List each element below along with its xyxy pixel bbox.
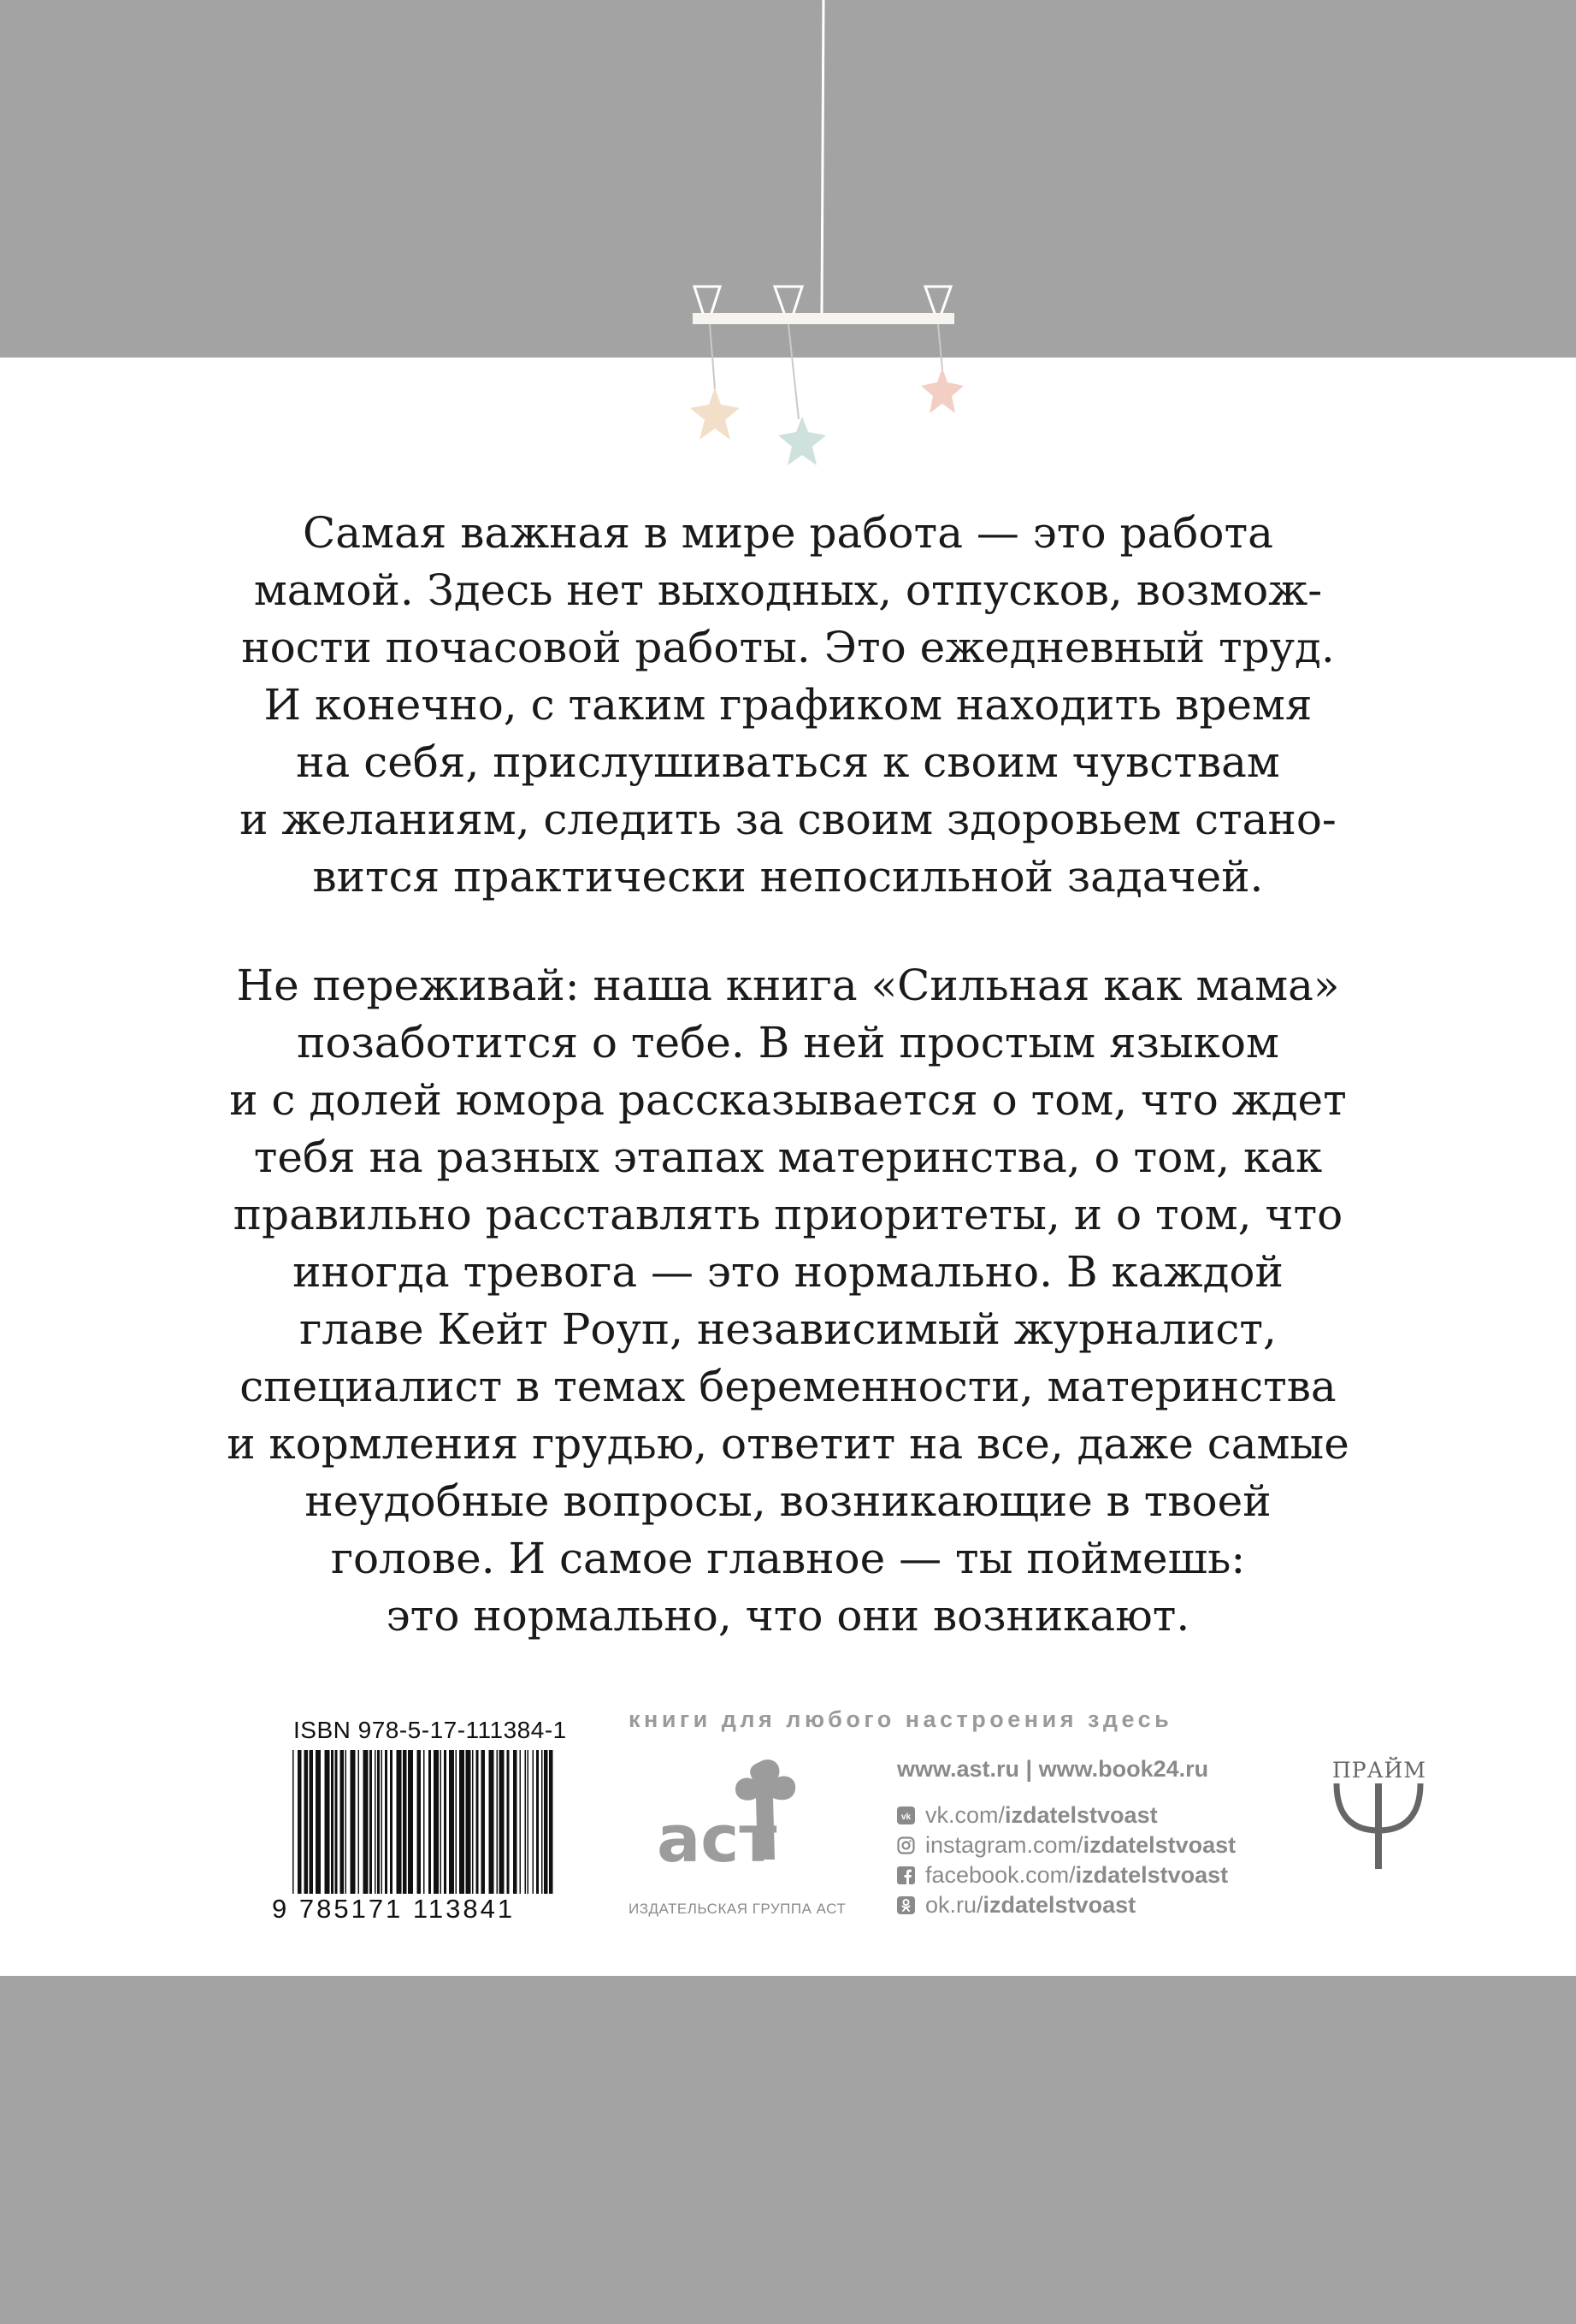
barcode-bar: [369, 1750, 372, 1902]
ast-logo-text: аст: [657, 1801, 777, 1877]
barcode-bar: [434, 1750, 439, 1902]
barcode-bar: [476, 1750, 479, 1902]
barcode-bar: [481, 1750, 486, 1902]
barcode-digits: 9 785171 113841: [272, 1894, 571, 1925]
barcode-bar: [351, 1750, 356, 1902]
barcode-bar: [507, 1750, 510, 1902]
social-link-prefix: ok.ru/: [925, 1892, 983, 1918]
barcode-bar: [403, 1750, 407, 1902]
blurb-line: И конечно, с таким графиком находить время: [263, 680, 1313, 730]
barcode-bar: [449, 1750, 454, 1902]
blurb-line: мамой. Здесь нет выходных, отпусков, возмож-: [253, 565, 1323, 615]
barcode-bar: [325, 1750, 330, 1902]
baby-mobile-illustration: [0, 0, 1576, 513]
mobile-hanging-string: [822, 0, 823, 313]
barcode-bar: [528, 1750, 529, 1902]
barcode-bar: [513, 1750, 517, 1902]
blurb-line: неудобные вопросы, возникающие в твоей: [304, 1476, 1272, 1526]
barcode-bar: [304, 1750, 309, 1902]
blurb-line: главе Кейт Роуп, независимый журналист,: [299, 1304, 1277, 1354]
blurb-line: Не переживай: наша книга «Сильная как мама»: [236, 961, 1340, 1010]
mobile-hook-right: [925, 287, 951, 313]
social-link-handle: izdatelstvoast: [1005, 1802, 1158, 1828]
publisher-group-name: ИЗДАТЕЛЬСКАЯ ГРУППА АСТ: [629, 1901, 847, 1917]
barcode-bar: [397, 1750, 402, 1902]
right-star-string: [938, 324, 942, 370]
publisher-tagline: книги для любого настроения здесь: [629, 1706, 1173, 1732]
publisher-websites[interactable]: www.ast.ru | www.book24.ru: [897, 1756, 1209, 1782]
barcode-bar: [428, 1750, 431, 1902]
barcode-bar: [377, 1750, 380, 1902]
barcode-bar: [541, 1750, 543, 1902]
barcode-bar: [497, 1750, 499, 1902]
barcode-bar: [363, 1750, 369, 1902]
barcode-bar: [358, 1750, 360, 1902]
bottom-gray-band: [0, 1976, 1576, 2324]
barcode-bar: [456, 1750, 457, 1902]
social-link-ok[interactable]: [897, 1890, 1236, 1920]
barcode-bar: [390, 1750, 393, 1902]
blurb-line: это нормально, что они возникают.: [386, 1591, 1190, 1641]
blurb-line: специалист в темах беременности, материнства: [239, 1362, 1337, 1411]
barcode-bar: [525, 1750, 527, 1902]
vk-icon: [897, 1807, 915, 1824]
barcode-bar: [489, 1750, 494, 1902]
social-link-facebook[interactable]: [897, 1860, 1236, 1890]
barcode-bar: [444, 1750, 446, 1902]
svg-text:vk: vk: [900, 1812, 912, 1822]
social-link-prefix: facebook.com/: [925, 1862, 1076, 1888]
barcode-bar: [533, 1750, 534, 1902]
blurb-line: голове. И самое главное — ты поймешь:: [330, 1534, 1246, 1583]
star-left: [690, 387, 740, 440]
star-right: [921, 368, 964, 413]
blurb-line: и кормления грудью, ответит на все, даже самые: [227, 1419, 1349, 1469]
barcode-bar: [335, 1750, 338, 1902]
barcode-bar: [310, 1750, 314, 1902]
blurb-line: позаботится о тебе. В ней простым языком: [297, 1018, 1279, 1067]
ast-logo: [650, 1755, 829, 1892]
blurb-line: Самая важная в мире работа — это работа: [303, 508, 1273, 558]
social-link-prefix: vk.com/: [925, 1802, 1006, 1828]
blurb-line: на себя, прислушиваться к своим чувствам: [296, 737, 1280, 787]
blurb-line: ности почасовой работы. Это ежедневный труд.: [241, 623, 1335, 672]
barcode-bar: [499, 1750, 505, 1902]
mobile-hook-middle: [775, 287, 802, 313]
social-link-handle: izdatelstvoast: [983, 1892, 1136, 1918]
social-link-vk[interactable]: [897, 1801, 1236, 1830]
social-links: [897, 1801, 1236, 1920]
blurb-line: и с долей юмора рассказывается о том, что ждет: [229, 1075, 1347, 1125]
middle-star-string: [788, 324, 799, 419]
blurb-line: тебя на разных этапах материнства, о том, как: [253, 1132, 1323, 1182]
facebook-icon: [897, 1866, 915, 1884]
instagram-icon: [897, 1836, 915, 1854]
social-link-instagram[interactable]: [897, 1830, 1236, 1860]
star-middle: [778, 417, 826, 465]
barcode-bar: [340, 1750, 345, 1902]
barcode-bar: [331, 1750, 333, 1902]
barcode-bar: [472, 1750, 474, 1902]
social-link-handle: izdatelstvoast: [1083, 1832, 1237, 1858]
barcode-bar: [536, 1750, 539, 1902]
blurb-line: правильно расставлять приоритеты, и о том, что: [233, 1190, 1343, 1239]
ok-icon: [897, 1896, 915, 1914]
social-link-handle: izdatelstvoast: [1075, 1862, 1229, 1888]
social-link-prefix: instagram.com/: [925, 1832, 1083, 1858]
barcode-bar: [466, 1750, 471, 1902]
barcode-bar: [440, 1750, 442, 1902]
isbn-label: ISBN 978-5-17-111384-1: [293, 1717, 567, 1743]
left-star-string: [710, 324, 715, 389]
barcode-bar: [459, 1750, 464, 1902]
barcode-bar: [316, 1750, 321, 1902]
barcode-bar: [375, 1750, 376, 1902]
mobile-hook-left: [694, 287, 720, 313]
barcode-bar: [345, 1750, 347, 1902]
mobile-bar: [693, 313, 954, 324]
barcode-bar: [417, 1750, 422, 1902]
imprint-name: ПРАЙМ: [1332, 1758, 1426, 1783]
barcode-bar: [381, 1750, 383, 1902]
blurb-line: вится практически непосильной задачей.: [312, 852, 1264, 902]
blurb-line: иногда тревога — это нормально. В каждой: [292, 1247, 1284, 1297]
blurb-paragraph-2: [154, 957, 1422, 1645]
barcode-bar: [520, 1750, 522, 1902]
barcode-bar: [408, 1750, 413, 1902]
barcode-bar: [423, 1750, 425, 1902]
blurb-paragraph-1: [154, 505, 1422, 906]
barcode-bar: [385, 1750, 387, 1902]
psi-icon: [1328, 1783, 1429, 1869]
blurb-line: и желаниям, следить за своим здоровьем стано-: [239, 795, 1337, 844]
